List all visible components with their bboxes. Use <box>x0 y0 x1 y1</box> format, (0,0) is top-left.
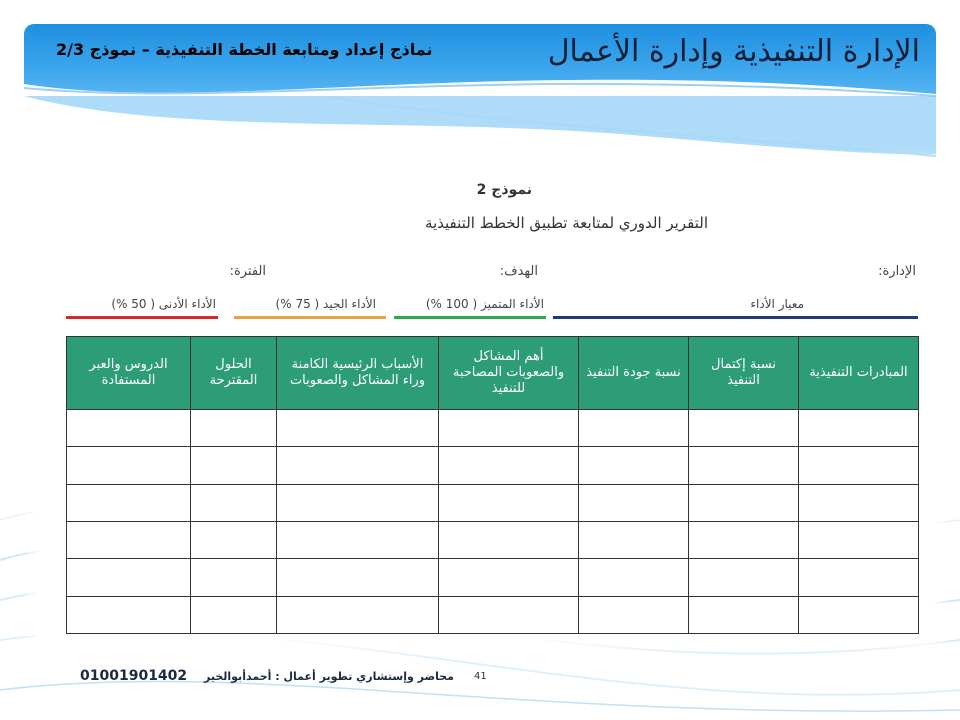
header-root-causes: الأسباب الرئيسية الكامنة وراء المشاكل والصعوبات <box>277 337 439 410</box>
table-cell[interactable] <box>799 484 919 521</box>
page-number: 41 <box>474 671 487 682</box>
table-cell[interactable] <box>67 559 191 596</box>
table-cell[interactable] <box>799 596 919 633</box>
report-table <box>66 336 919 634</box>
header-completion-rate: نسبة إكتمال التنفيذ <box>689 337 799 410</box>
criteria-good: الأداء الجيد ( 75 %) <box>275 297 376 311</box>
table-cell[interactable] <box>191 410 277 447</box>
table-cell[interactable] <box>277 559 439 596</box>
table-header-row <box>67 337 919 410</box>
table-cell[interactable] <box>67 484 191 521</box>
table-cell[interactable] <box>67 410 191 447</box>
slide-subtitle: نماذج إعداد ومتابعة الخطة التنفيذية – نموذج 2/3 <box>56 40 433 59</box>
criteria-good-line <box>234 316 386 319</box>
table-cell[interactable] <box>579 521 689 558</box>
table-cell[interactable] <box>439 484 579 521</box>
table-cell[interactable] <box>579 447 689 484</box>
criteria-line <box>553 316 918 319</box>
slide-title: الإدارة التنفيذية وإدارة الأعمال <box>547 34 920 69</box>
table-cell[interactable] <box>67 596 191 633</box>
header-lessons: الدروس والعبر المستفادة <box>67 337 191 410</box>
criteria-label: معيار الأداء <box>750 297 804 311</box>
table-cell[interactable] <box>689 447 799 484</box>
form-heading: نموذج 2 <box>476 182 532 198</box>
table-cell[interactable] <box>277 484 439 521</box>
table-cell[interactable] <box>191 596 277 633</box>
table-row <box>67 559 919 596</box>
table-cell[interactable] <box>689 596 799 633</box>
table-cell[interactable] <box>799 410 919 447</box>
header-problems: أهم المشاكل والصعوبات المصاحبة للتنفيذ <box>439 337 579 410</box>
table-row <box>67 410 919 447</box>
table-cell[interactable] <box>579 559 689 596</box>
footer-phone: 01001901402 <box>80 668 188 684</box>
department-label: الإدارة: <box>878 264 916 279</box>
header-initiatives: المبادرات التنفيذية <box>799 337 919 410</box>
table-row <box>67 447 919 484</box>
table-cell[interactable] <box>277 596 439 633</box>
table-cell[interactable] <box>277 521 439 558</box>
criteria-minimum-line <box>66 316 218 319</box>
table-cell[interactable] <box>191 484 277 521</box>
footer-author: محاضر وإستشاري تطوير أعمال : أحمدأبوالخير <box>204 670 454 683</box>
table-cell[interactable] <box>67 521 191 558</box>
table-cell[interactable] <box>689 521 799 558</box>
table-cell[interactable] <box>689 559 799 596</box>
table-cell[interactable] <box>579 596 689 633</box>
criteria-excellent-line <box>394 316 546 319</box>
table-cell[interactable] <box>579 484 689 521</box>
table-cell[interactable] <box>439 596 579 633</box>
form-title: التقرير الدوري لمتابعة تطبيق الخطط التنفيذية <box>424 214 708 232</box>
table-cell[interactable] <box>439 447 579 484</box>
table-cell[interactable] <box>439 521 579 558</box>
table-row <box>67 484 919 521</box>
table-cell[interactable] <box>689 410 799 447</box>
table-row <box>67 521 919 558</box>
criteria-minimum: الأداء الأدنى ( 50 %) <box>111 297 216 311</box>
table-cell[interactable] <box>799 447 919 484</box>
criteria-excellent: الأداء المتميز ( 100 %) <box>425 297 544 311</box>
table-cell[interactable] <box>439 410 579 447</box>
header-quality-rate: نسبة جودة التنفيذ <box>579 337 689 410</box>
table-cell[interactable] <box>689 484 799 521</box>
period-label: الفترة: <box>229 264 266 279</box>
header-solutions: الحلول المقترحة <box>191 337 277 410</box>
header-wave <box>24 96 936 166</box>
table-cell[interactable] <box>799 521 919 558</box>
table-cell[interactable] <box>579 410 689 447</box>
table-cell[interactable] <box>191 521 277 558</box>
table-cell[interactable] <box>799 559 919 596</box>
table-cell[interactable] <box>277 447 439 484</box>
goal-label: الهدف: <box>499 264 538 279</box>
table-cell[interactable] <box>277 410 439 447</box>
table-cell[interactable] <box>191 447 277 484</box>
table-cell[interactable] <box>191 559 277 596</box>
table-cell[interactable] <box>439 559 579 596</box>
table-row <box>67 596 919 633</box>
table-cell[interactable] <box>67 447 191 484</box>
